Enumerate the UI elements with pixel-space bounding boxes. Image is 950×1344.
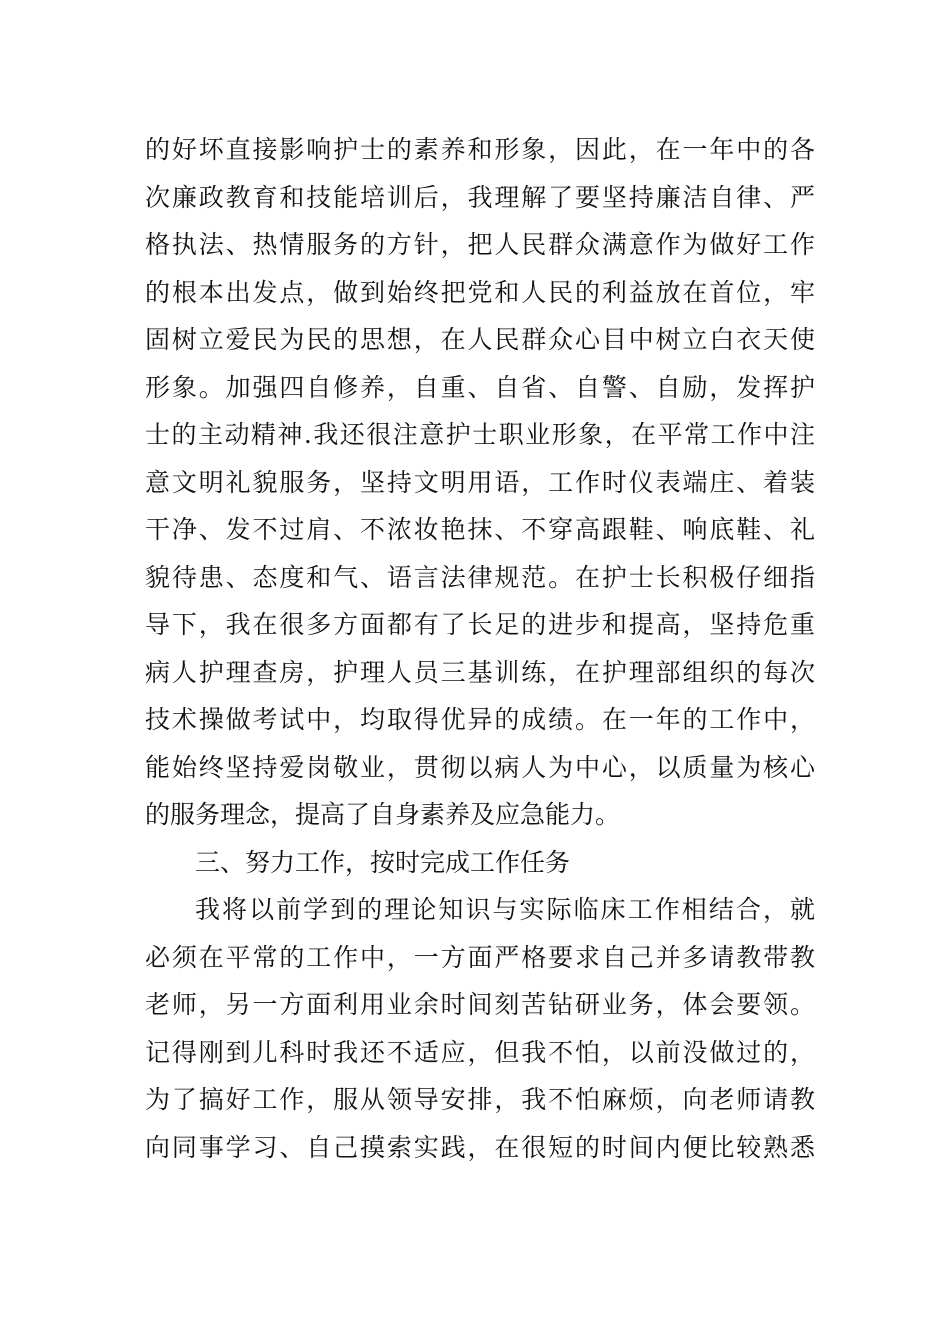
text-line: 格执法、热情服务的方针，把人民群众满意作为做好工作 — [145, 230, 815, 259]
text-line: 能始终坚持爱岗敬业，贯彻以病人为中心，以质量为核心 — [145, 752, 815, 782]
text-line: 技术操做考试中，均取得优异的成绩。在一年的工作中， — [145, 705, 815, 734]
text-line: 的好坏直接影响护士的素养和形象，因此，在一年中的各 — [145, 135, 815, 164]
body-text — [145, 126, 815, 1171]
text-line: 士的主动精神.我还很注意护士职业形象，在平常工作中注 — [145, 420, 815, 449]
text-line: 记得刚到儿科时我还不适应，但我不怕，以前没做过的， — [145, 1037, 815, 1067]
text-line: 病人护理查房，护理人员三基训练，在护理部组织的每次 — [145, 657, 815, 687]
text-line: 为了搞好工作，服从领导安排，我不怕麻烦，向老师请教 — [145, 1085, 815, 1114]
text-line: 老师，另一方面利用业余时间刻苦钻研业务，体会要领。 — [145, 990, 815, 1019]
text-line: 貌待患、态度和气、语言法律规范。在护士长积极仔细指 — [145, 562, 815, 592]
text-line: 向同事学习、自己摸索实践，在很短的时间内便比较熟悉 — [145, 1132, 815, 1162]
text-line: 的服务理念，提高了自身素养及应急能力。 — [145, 800, 621, 829]
text-line: 的根本出发点，做到始终把党和人民的利益放在首位，牢 — [145, 277, 815, 307]
text-line: 固树立爱民为民的思想，在人民群众心目中树立白衣天使 — [145, 325, 815, 354]
text-line: 我将以前学到的理论知识与实际临床工作相结合，就 — [195, 895, 815, 924]
text-line: 意文明礼貌服务，坚持文明用语，工作时仪表端庄、着装 — [145, 467, 815, 497]
text-line: 干净、发不过肩、不浓妆艳抹、不穿高跟鞋、响底鞋、礼 — [145, 515, 815, 544]
text-line: 必须在平常的工作中，一方面严格要求自己并多请教带教 — [145, 942, 815, 972]
section-heading: 三、努力工作，按时完成工作任务 — [195, 847, 571, 877]
text-line: 形象。加强四自修养，自重、自省、自警、自励，发挥护 — [145, 372, 815, 402]
text-line: 导下，我在很多方面都有了长足的进步和提高，坚持危重 — [145, 610, 815, 639]
text-line: 次廉政教育和技能培训后，我理解了要坚持廉洁自律、严 — [145, 182, 815, 212]
